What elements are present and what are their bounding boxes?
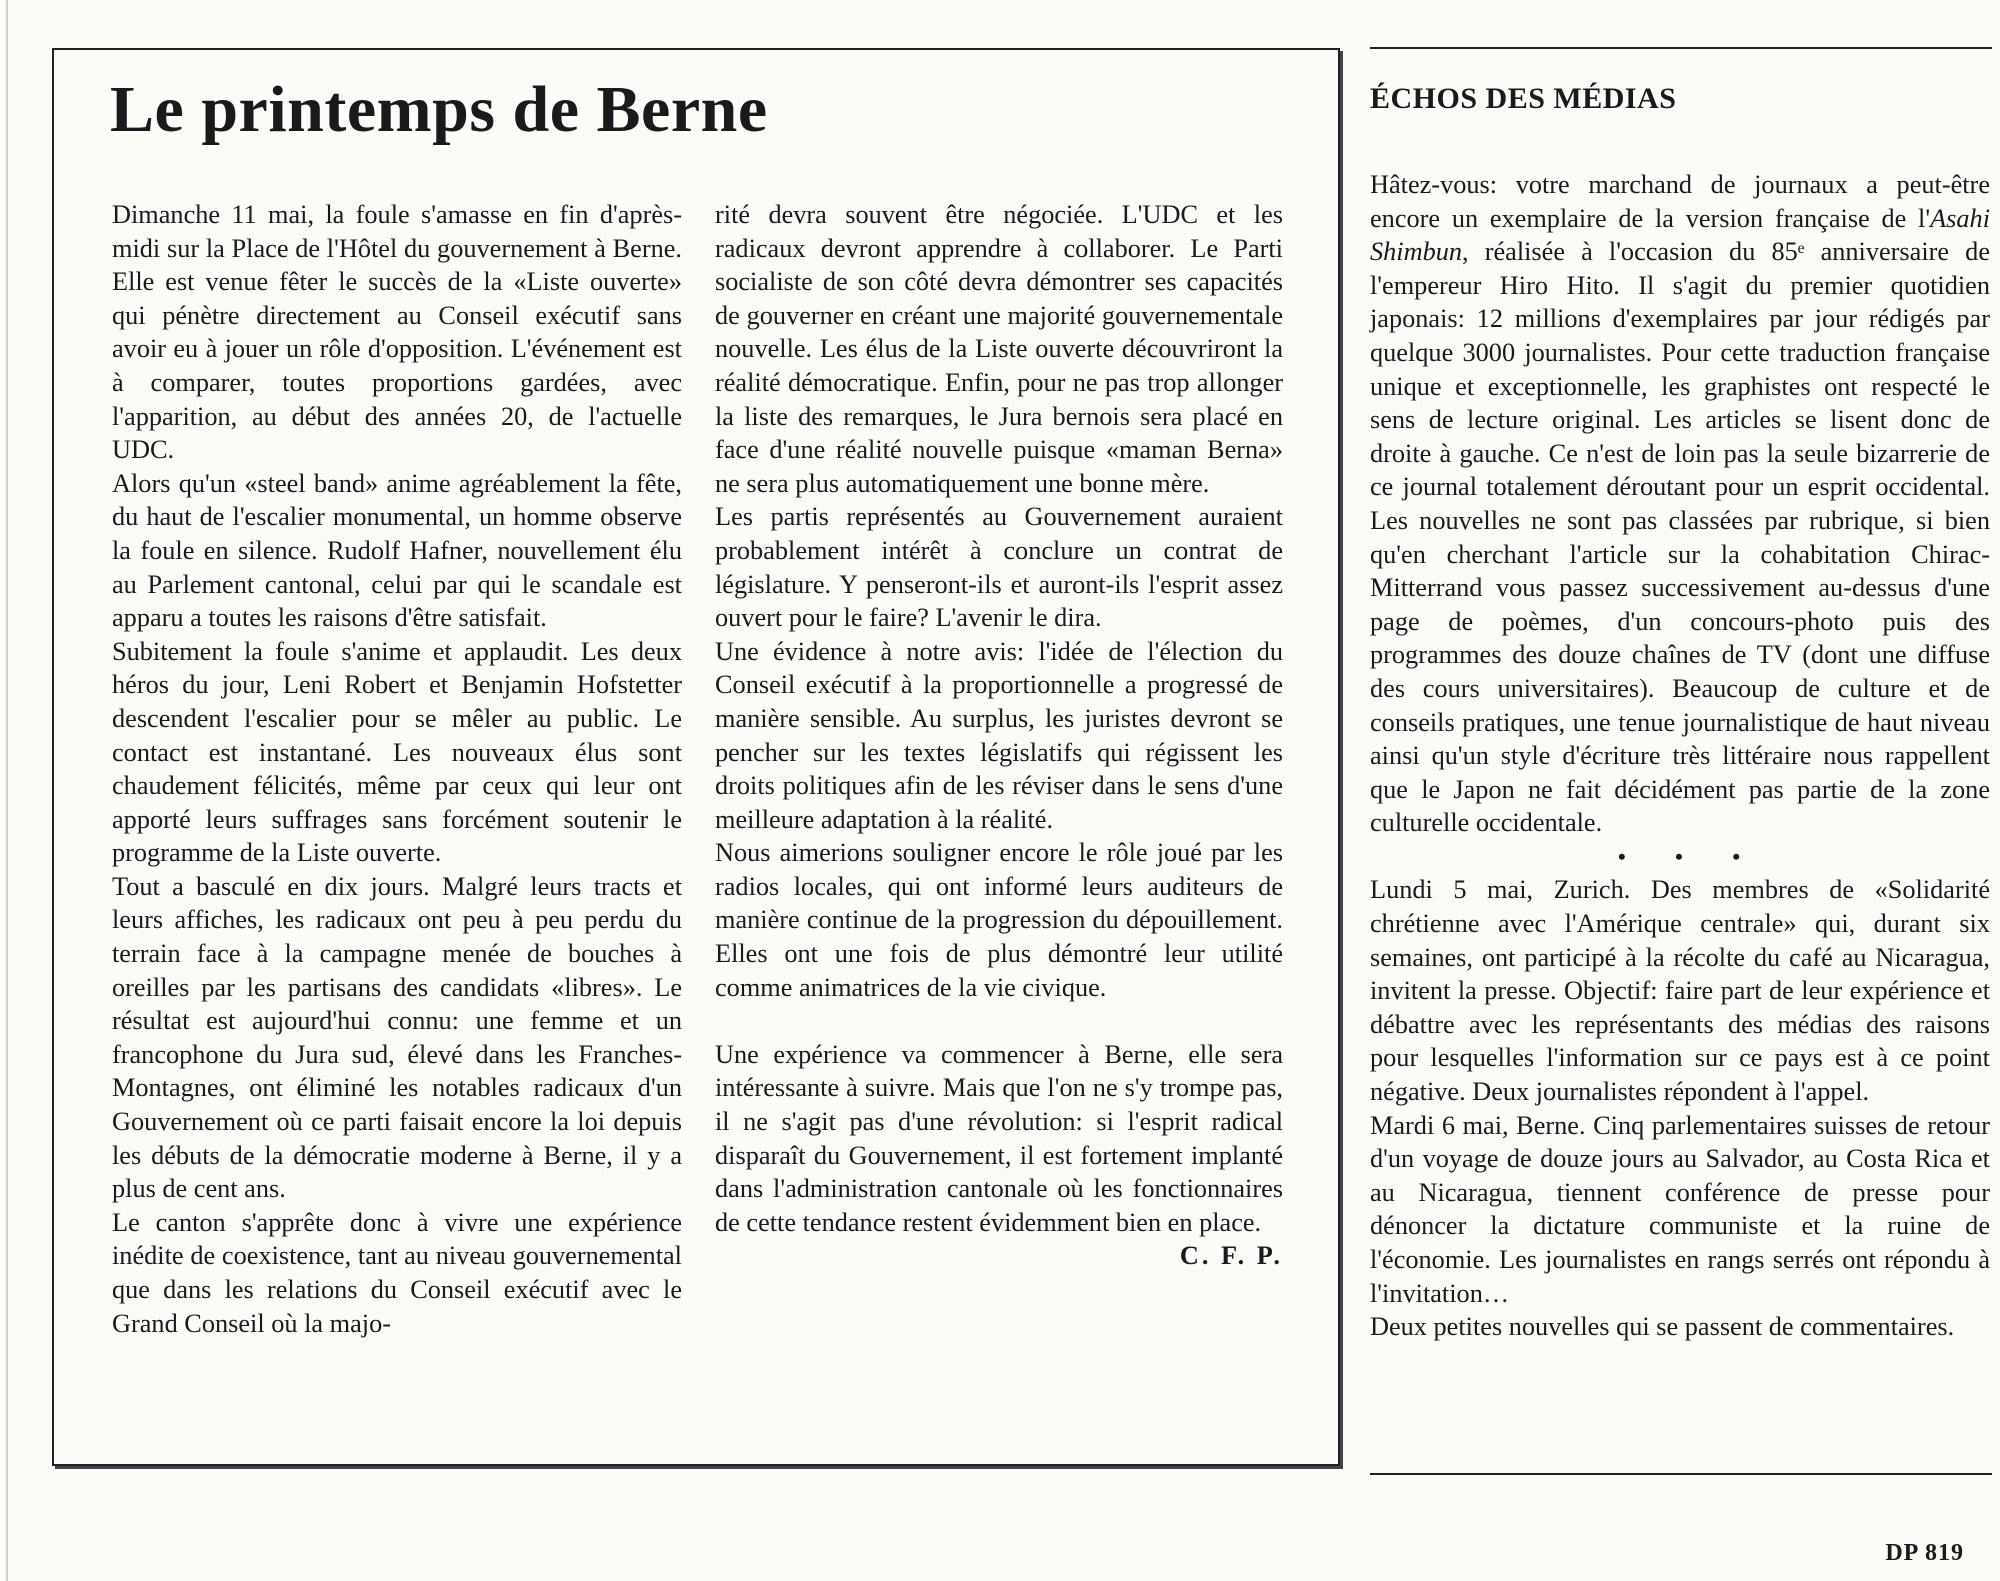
article-paragraph: Une expérience va commencer à Berne, elle sera intéressante à suivre. Mais que l'on ne s'y trompe pas, il ne s'agit pas d'une révolution: si l'esprit radical disparaît du Gouvernement, il est fortement implanté dans l'administration cantonale où les fonctionnaires de cette tendance restent évidemment bien en place.	[715, 1039, 1283, 1237]
article-paragraph: Tout a basculé en dix jours. Malgré leurs tracts et leurs affiches, les radicaux ont peu à peu perdu du terrain face à la campagne menée de bouches à oreilles par les partisans des candidats «libres». Le résultat est aujourd'hui connu: une femme et un francophone du Jura sud, élevé dans les Franches-Montagnes, ont éliminé les notables radicaux d'un Gouvernement où ce parti faisait encore la loi depuis les débuts de la démocratie moderne à Berne, il y a plus de cent ans.	[112, 871, 682, 1204]
sidebar-top-rule	[1370, 47, 1992, 49]
page-margin-rule	[6, 0, 8, 1581]
page-number: DP 819	[1885, 1540, 1964, 1566]
article-paragraph: Subitement la foule s'anime et applaudit. Les deux héros du jour, Leni Robert et Benjamin Hofstetter descendent l'escalier pour se mêler au public. Le contact est instantané. Les nouveaux élus sont chaudement félicités, même par ceux qui leur ont apporté leurs suffrages sans forcément soutenir le programme de la Liste ouverte.	[112, 636, 682, 868]
sidebar-heading: ÉCHOS DES MÉDIAS	[1370, 82, 1677, 115]
paragraph-gap	[715, 1004, 1283, 1038]
article-paragraph: Dimanche 11 mai, la foule s'amasse en fin d'après-midi sur la Place de l'Hôtel du gouvernement à Berne. Elle est venue fêter le succès de la «Liste ouverte» qui pénètre directement au Conseil exécutif sans avoir eu à jouer un rôle d'opposition. L'événement est à comparer, toutes proportions gardées, avec l'apparition, au début des années 20, de l'actuelle UDC.	[112, 200, 682, 465]
newspaper-name: Asahi Shimbun	[1370, 203, 1990, 267]
article-paragraph: rité devra souvent être négociée. L'UDC et les radicaux devront apprendre à collaborer. Le Parti socialiste de son côté devra démontrer ses capacités de gouverner en créant une majorité gouvernementale nouvelle. Les élus de la Liste ouverte découvriront la réalité démocratique. Enfin, pour ne pas trop allonger la liste des remarques, le Jura bernois sera placé en face d'une réalité nouvelle puisque «maman Berna» ne sera plus automatiquement une bonne mère.	[715, 200, 1283, 498]
article-signature: C. F. P.	[1179, 1241, 1283, 1271]
sidebar-paragraph: Lundi 5 mai, Zurich. Des membres de «Solidarité chrétienne avec l'Amérique centrale» qui, durant six semaines, ont participé à la récolte du café au Nicaragua, invitent la presse. Objectif: faire part de leur expérience et débattre avec les représentants des médias des raisons pour lesquelles l'information sur ce pays est à ce point négative. Deux journalistes répondent à l'appel.	[1370, 875, 1990, 1107]
article-paragraph: Les partis représentés au Gouvernement auraient probablement intérêt à conclure un contrat de législature. Y penseront-ils et auront-ils l'esprit assez ouvert pour le faire? L'avenir le dira.	[715, 502, 1283, 633]
article-column-1	[112, 198, 682, 1340]
article-headline: Le printemps de Berne	[110, 73, 768, 146]
sidebar-column	[1370, 168, 1990, 1344]
sidebar-paragraph: Mardi 6 mai, Berne. Cinq parlementaires suisses de retour d'un voyage de douze jours au Salvador, au Costa Rica et au Nicaragua, tiennent conférence de presse pour dénoncer la dictature communiste et la ruine de l'économie. Les journalistes en rangs serrés ont répondu à l'invitation…	[1370, 1110, 1990, 1308]
article-column-2	[715, 198, 1283, 1273]
section-separator: • • •	[1617, 843, 1763, 869]
article-paragraph: Le canton s'apprête donc à vivre une expérience inédite de coexistence, tant au niveau gouvernemental que dans les relations du Conseil exécutif avec le Grand Conseil où la majo-	[112, 1207, 682, 1338]
article-paragraph: Nous aimerions souligner encore le rôle joué par les radios locales, qui ont informé leurs auditeurs de manière continue de la progression du dépouillement. Elles ont une fois de plus démontré leur utilité comme animatrices de la vie civique.	[715, 838, 1283, 1002]
article-paragraph: Alors qu'un «steel band» anime agréablement la fête, du haut de l'escalier monumental, un homme observe la foule en silence. Rudolf Hafner, nouvellement élu au Parlement cantonal, celui par qui le scandale est apparu a toutes les raisons d'être satisfait.	[112, 468, 682, 633]
sidebar-paragraph: Deux petites nouvelles qui se passent de commentaires.	[1370, 1312, 1955, 1342]
article-paragraph: Une évidence à notre avis: l'idée de l'élection du Conseil exécutif à la proportionnelle a progressé de manière sensible. Au surplus, les juristes devront se pencher sur les textes législatifs qui régissent les droits politiques afin de les réviser dans le sens d'une meilleure adaptation à la réalité.	[715, 636, 1283, 834]
sidebar-paragraph	[1370, 168, 1990, 840]
sidebar-bottom-rule	[1370, 1473, 1992, 1475]
text-run: , réalisée à l'occasion du 85ᵉ anniversaire de l'empereur Hiro Hito. Il s'agit du premier quotidien japonais: 12 millions d'exemplaires par jour rédigés par quelque 3000 journalistes. Pour cette traduction française unique et exceptionnelle, les graphistes ont respecté le sens de lecture original. Les articles se lisent donc de droite à gauche. Ce n'est de loin pas la seule bizarrerie de ce journal totalement déroutant pour un esprit occidental. Les nouvelles ne sont pas classées par rubrique, si bien qu'en cherchant l'article sur la cohabitation Chirac-Mitterrand vous passez successivement au-dessus d'une page de poèmes, d'un concours-photo puis des programmes des douze chaînes de TV (dont une diffuse des cours universitaires). Beaucoup de culture et de conseils pratiques, une tenue journalistique de haut niveau ainsi qu'un style d'écriture très littéraire nous rappellent que le Japon ne fait décidément pas partie de la zone culturelle occidentale.	[1370, 237, 1990, 838]
text-run: Hâtez-vous: votre marchand de journaux a peut-être encore un exemplaire de la version française de l'	[1370, 170, 1990, 233]
